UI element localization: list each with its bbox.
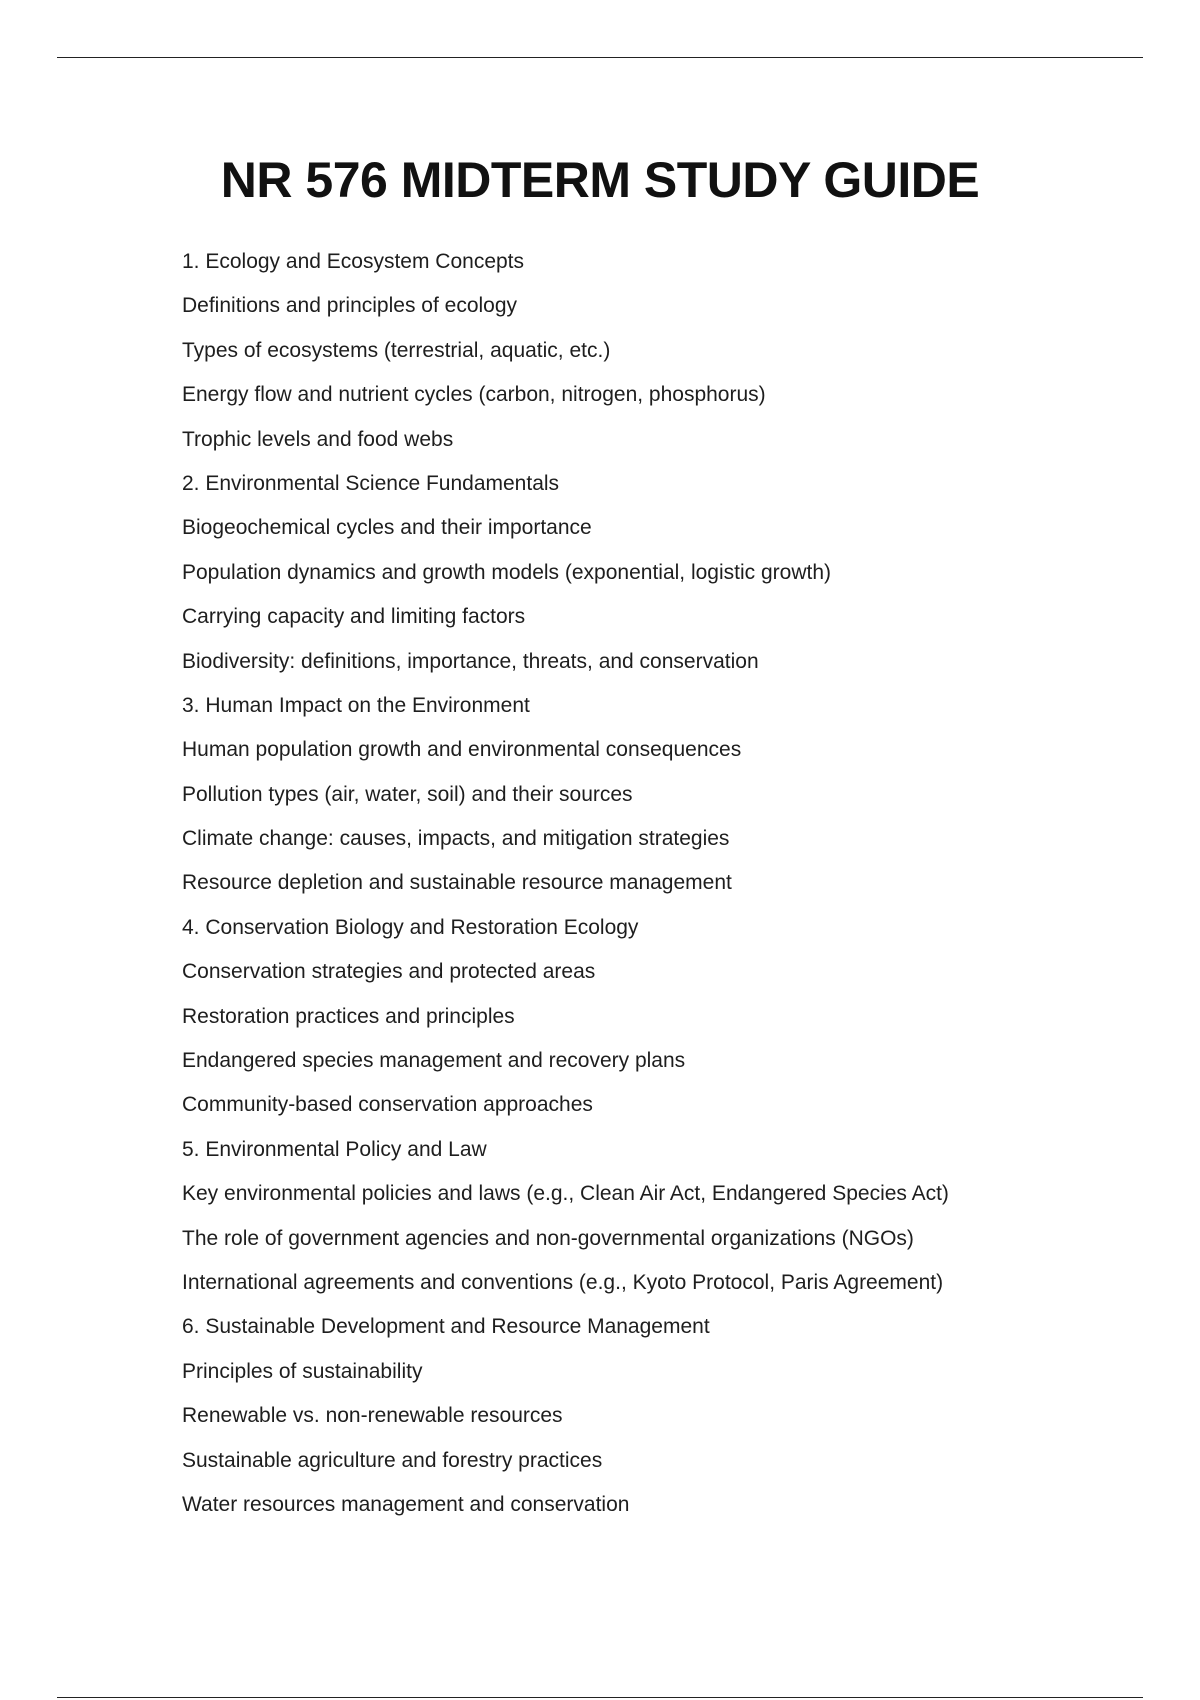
study-guide-list (182, 246, 1082, 1533)
section-heading: 2. Environmental Science Fundamentals (182, 471, 560, 495)
list-item: Carrying capacity and limiting factors (182, 605, 526, 629)
list-item: Biogeochemical cycles and their importance (182, 516, 592, 540)
list-item: Community-based conservation approaches (182, 1093, 593, 1117)
list-item: Human population growth and environmental consequences (182, 738, 742, 762)
list-item: International agreements and conventions (e.g., Kyoto Protocol, Paris Agreement) (182, 1270, 944, 1294)
section-heading: 5. Environmental Policy and Law (182, 1137, 487, 1161)
list-item: Water resources management and conservation (182, 1492, 630, 1516)
header-rule (57, 57, 1143, 58)
list-item: Restoration practices and principles (182, 1004, 515, 1028)
list-item: Key environmental policies and laws (e.g., Clean Air Act, Endangered Species Act) (182, 1182, 949, 1206)
list-item: Climate change: causes, impacts, and mitigation strategies (182, 827, 730, 851)
list-item: Definitions and principles of ecology (182, 294, 518, 318)
list-item: Endangered species management and recovery plans (182, 1049, 686, 1073)
list-item: Energy flow and nutrient cycles (carbon, nitrogen, phosphorus) (182, 383, 766, 407)
section-heading: 1. Ecology and Ecosystem Concepts (182, 250, 525, 273)
list-item: Types of ecosystems (terrestrial, aquatic, etc.) (182, 338, 611, 362)
list-item: Sustainable agriculture and forestry practices (182, 1448, 603, 1472)
list-item: The role of government agencies and non-governmental organizations (NGOs) (182, 1226, 914, 1250)
list-item: Trophic levels and food webs (182, 427, 454, 451)
list-item: Principles of sustainability (182, 1359, 423, 1383)
section-heading: 3. Human Impact on the Environment (182, 693, 530, 717)
section-heading: 6. Sustainable Development and Resource Management (182, 1315, 710, 1339)
page-title: NR 576 MIDTERM STUDY GUIDE (220, 152, 980, 208)
list-item: Resource depletion and sustainable resource management (182, 871, 732, 895)
list-item: Renewable vs. non-renewable resources (182, 1404, 563, 1428)
list-item: Population dynamics and growth models (exponential, logistic growth) (182, 560, 832, 584)
list-item: Biodiversity: definitions, importance, threats, and conservation (182, 649, 759, 673)
footer-rule (57, 1697, 1143, 1698)
list-item: Pollution types (air, water, soil) and their sources (182, 782, 633, 806)
list-item: Conservation strategies and protected areas (182, 960, 596, 984)
section-heading: 4. Conservation Biology and Restoration Ecology (182, 915, 639, 939)
